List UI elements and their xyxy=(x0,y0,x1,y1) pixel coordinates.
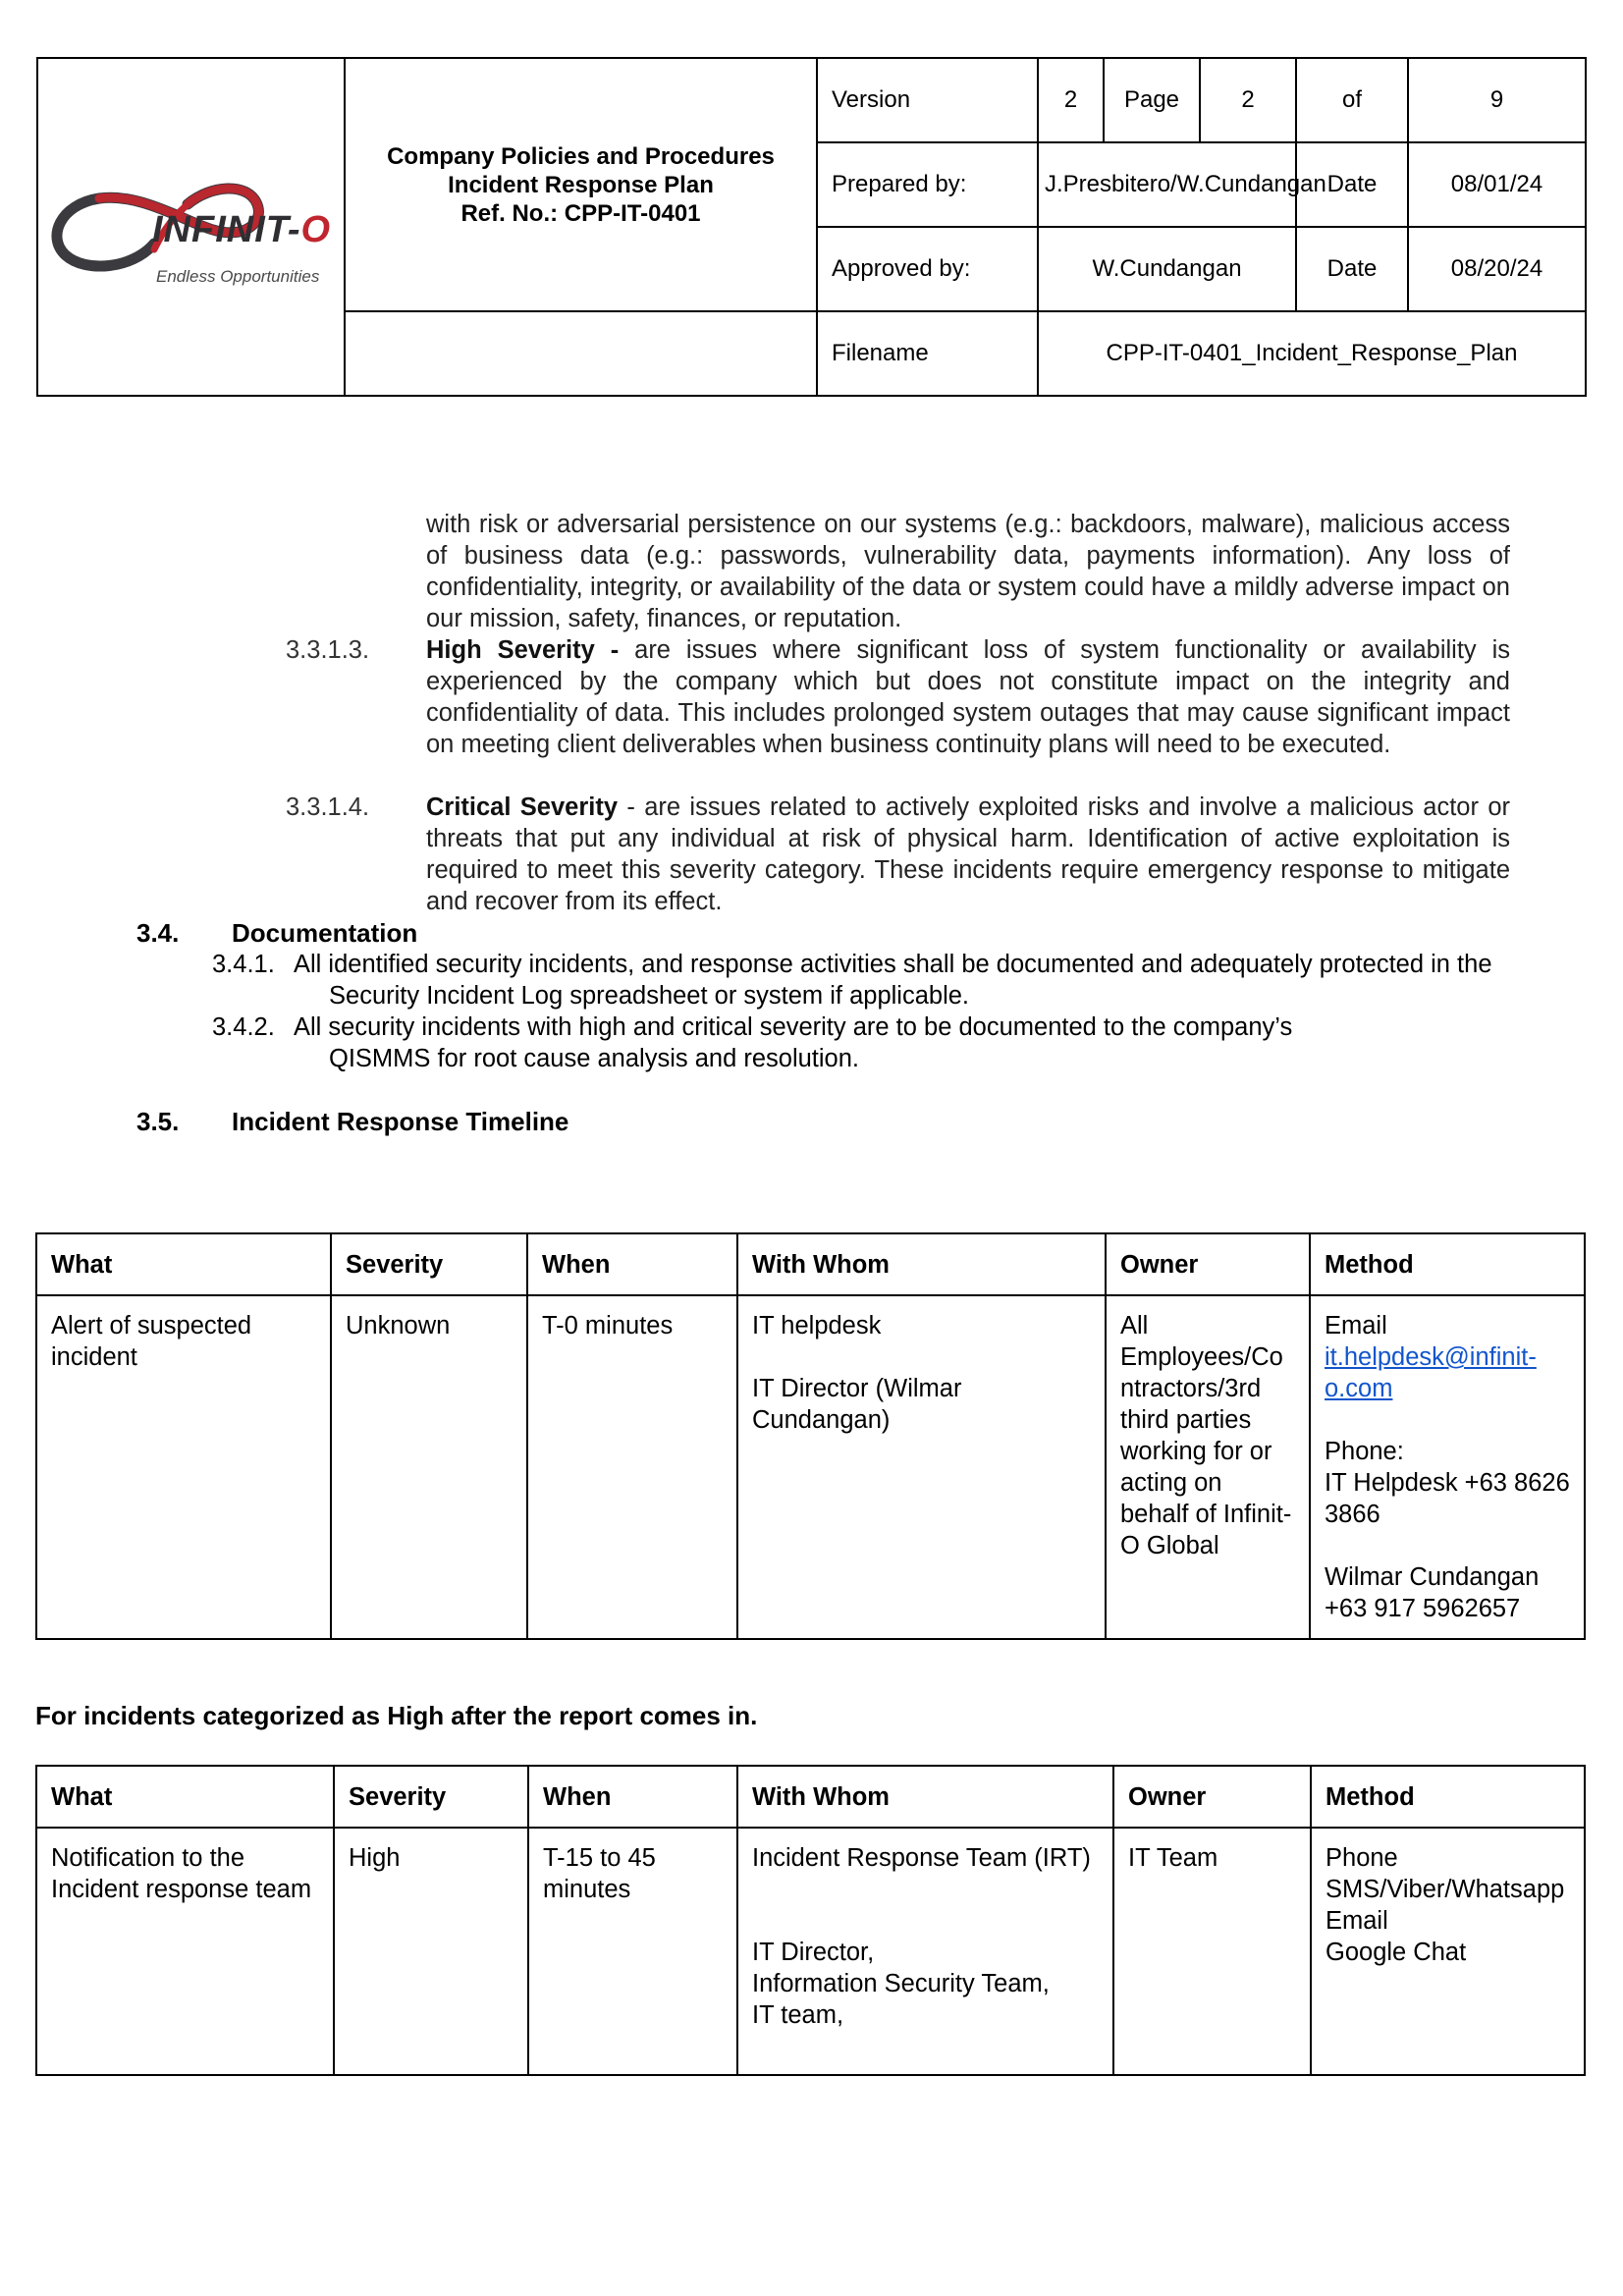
date-label: Date xyxy=(1296,142,1408,227)
documentation-item-2-line1: All security incidents with high and critical severity are to be documented to the company’s xyxy=(294,1013,1293,1041)
item-number: 3.3.1.4. xyxy=(286,793,370,821)
filename-label: Filename xyxy=(817,311,1038,396)
timeline-table-high xyxy=(35,1765,1586,2076)
column-header-method: Method xyxy=(1311,1766,1585,1828)
column-header-method: Method xyxy=(1310,1233,1585,1295)
version-label: Version xyxy=(817,58,1038,142)
page-number: 2 xyxy=(1200,58,1296,142)
logo-wordmark: INFINIT-O xyxy=(152,209,332,250)
column-header-with-whom: With Whom xyxy=(737,1233,1106,1295)
column-header-what: What xyxy=(36,1766,334,1828)
filename-value: CPP-IT-0401_Incident_Response_Plan xyxy=(1038,311,1586,396)
cell-what: Notification to the Incident response team xyxy=(36,1828,334,2075)
cell-when: T-0 minutes xyxy=(527,1295,737,1639)
total-pages: 9 xyxy=(1408,58,1586,142)
table-row xyxy=(36,1828,1585,2075)
cell-severity: Unknown xyxy=(331,1295,527,1639)
cell-when: T-15 to 45 minutes xyxy=(528,1828,737,2075)
item-number: 3.4.2. xyxy=(212,1013,275,1041)
column-header-owner: Owner xyxy=(1106,1233,1310,1295)
continued-paragraph: with risk or adversarial persistence on our systems (e.g.: backdoors, malware), malicious access of business data (e.g.: passwords, vulnerability data, payments information). Any loss of confidentiality, integrity, or availability of the data or system could have a mildly adverse impact on our mission, safety, finances, or reputation. xyxy=(426,511,1510,632)
section-heading-timeline: Incident Response Timeline xyxy=(232,1107,569,1136)
page-label: Page xyxy=(1104,58,1200,142)
column-header-severity: Severity xyxy=(334,1766,528,1828)
critical-severity-item: Critical Severity - are issues related to actively exploited risks and involve a malicious actor or threats that put any individual at risk of physical harm. Identification of active exploitation is required to meet this severity category. These incidents require emergency response to mitigate and recover from its effect. xyxy=(426,793,1510,915)
column-header-what: What xyxy=(36,1233,331,1295)
prepared-by-value: J.Presbitero/W.Cundangan xyxy=(1038,142,1296,227)
date-label: Date xyxy=(1296,227,1408,311)
cell-method: Email it.helpdesk@infinit-o.com Phone: IT Helpdesk +63 8626 3866 Wilmar Cundangan +63 917 5962657 xyxy=(1310,1295,1585,1639)
documentation-item-2-line2: QISMMS for root cause analysis and resolution. xyxy=(329,1045,859,1072)
title-spacer-cell xyxy=(345,311,817,396)
critical-severity-title: Critical Severity xyxy=(426,793,619,821)
section-heading-documentation: Documentation xyxy=(232,918,418,948)
table-caption: For incidents categorized as High after the report comes in. xyxy=(35,1701,758,1730)
section-number: 3.5. xyxy=(136,1107,180,1136)
prepared-date: 08/01/24 xyxy=(1408,142,1586,227)
cell-owner: IT Team xyxy=(1113,1828,1311,2075)
table-header-row xyxy=(36,1233,1585,1295)
column-header-owner: Owner xyxy=(1113,1766,1311,1828)
column-header-when: When xyxy=(527,1233,737,1295)
cell-what: Alert of suspected incident xyxy=(36,1295,331,1639)
version-value: 2 xyxy=(1038,58,1104,142)
cell-owner: All Employees/Contractors/3rd third parties working for or acting on behalf of Infinit-O Global xyxy=(1106,1295,1310,1639)
item-number: 3.4.1. xyxy=(212,951,275,978)
table-header-row xyxy=(36,1766,1585,1828)
company-logo xyxy=(37,58,345,396)
prepared-by-label: Prepared by: xyxy=(817,142,1038,227)
column-header-severity: Severity xyxy=(331,1233,527,1295)
column-header-with-whom: With Whom xyxy=(737,1766,1113,1828)
cell-method: Phone SMS/Viber/Whatsapp Email Google Chat xyxy=(1311,1828,1585,2075)
column-header-when: When xyxy=(528,1766,737,1828)
document-title: Company Policies and Procedures Incident Response Plan Ref. No.: CPP-IT-0401 xyxy=(345,58,817,311)
cell-with-whom: IT helpdesk IT Director (Wilmar Cundangan) xyxy=(737,1295,1106,1639)
cell-with-whom: Incident Response Team (IRT) IT Director, Information Security Team, IT team, xyxy=(737,1828,1113,2075)
helpdesk-email-link[interactable]: it.helpdesk@infinit-o.com xyxy=(1325,1343,1537,1402)
item-number: 3.3.1.3. xyxy=(286,636,370,664)
documentation-item-1-line1: All identified security incidents, and response activities shall be documented and adequately protected in the xyxy=(294,951,1492,978)
timeline-table-initial xyxy=(35,1232,1586,1640)
documentation-item-1-line2: Security Incident Log spreadsheet or system if applicable. xyxy=(329,982,970,1010)
table-row xyxy=(36,1295,1585,1639)
approved-by-label: Approved by: xyxy=(817,227,1038,311)
approved-date: 08/20/24 xyxy=(1408,227,1586,311)
section-number: 3.4. xyxy=(136,918,180,948)
document-header xyxy=(36,57,1587,397)
cell-severity: High xyxy=(334,1828,528,2075)
logo-tagline: Endless Opportunities xyxy=(156,267,320,286)
high-severity-title: High Severity - xyxy=(426,636,620,664)
of-label: of xyxy=(1296,58,1408,142)
approved-by-value: W.Cundangan xyxy=(1038,227,1296,311)
high-severity-item: High Severity - are issues where significant loss of system functionality or availability is experienced by the company which but does not constitute impact on the integrity and confidentiality of data. This includes prolonged system outages that may cause significant impact on meeting client deliverables when business continuity plans will need to be executed. xyxy=(426,636,1510,758)
